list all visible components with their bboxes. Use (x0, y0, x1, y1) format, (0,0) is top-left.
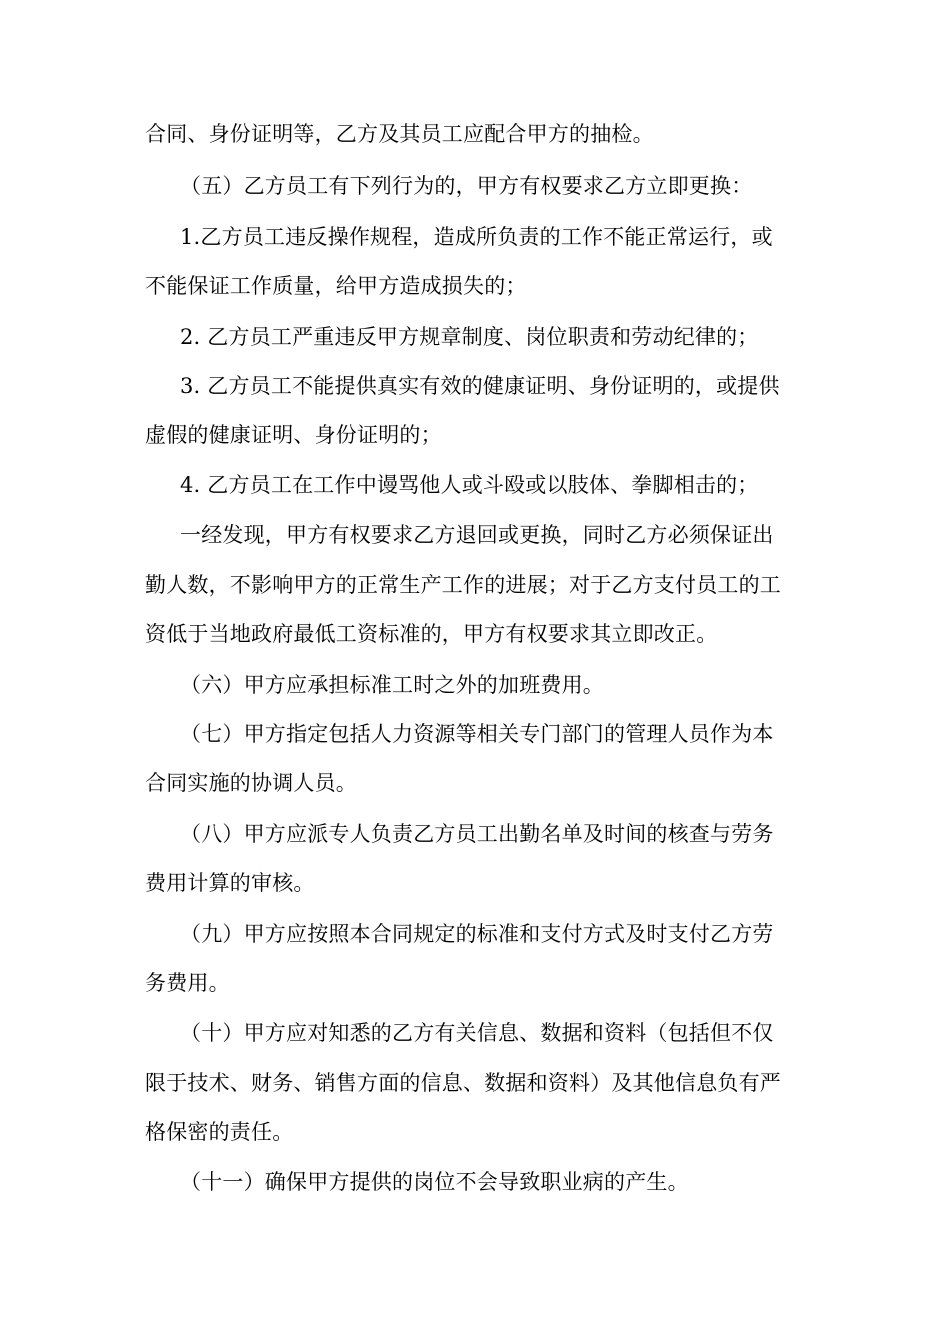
text-line: 合同实施的协调人员。 (145, 771, 357, 795)
text-line: （八）甲方应派专人负责乙方员工出勤名单及时间的核查与劳务 (180, 822, 774, 846)
text-line: 一经发现，甲方有权要求乙方退回或更换，同时乙方必须保证出 (180, 523, 774, 547)
text-line: （十一）确保甲方提供的岗位不会导致职业病的产生。 (180, 1170, 689, 1194)
text-line: 合同、身份证明等，乙方及其员工应配合甲方的抽检。 (145, 122, 654, 146)
text-line: （七）甲方指定包括人力资源等相关专门部门的管理人员作为本 (180, 722, 774, 746)
text-line: （十）甲方应对知悉的乙方有关信息、数据和资料（包括但不仅 (180, 1021, 774, 1045)
text-line: 格保密的责任。 (145, 1120, 294, 1144)
text-line: 勤人数，不影响甲方的正常生产工作的进展；对于乙方支付员工的工 (145, 573, 781, 597)
text-line: （六）甲方应承担标准工时之外的加班费用。 (180, 673, 604, 697)
text-line: 4. 乙方员工在工作中谩骂他人或斗殴或以肢体、拳脚相击的； (180, 473, 759, 497)
text-line: 费用计算的审核。 (145, 871, 315, 895)
text-line: 务费用。 (145, 971, 230, 995)
text-line: 不能保证工作质量，给甲方造成损失的； (145, 274, 527, 298)
text-line: 2. 乙方员工严重违反甲方规章制度、岗位职责和劳动纪律的； (180, 325, 759, 349)
text-line: （五）乙方员工有下列行为的，甲方有权要求乙方立即更换： (180, 174, 753, 198)
text-line: 资低于当地政府最低工资标准的，甲方有权要求其立即改正。 (145, 622, 718, 646)
text-line: 限于技术、财务、销售方面的信息、数据和资料）及其他信息负有严 (145, 1071, 781, 1095)
text-line: 3. 乙方员工不能提供真实有效的健康证明、身份证明的，或提供 (180, 374, 780, 398)
text-line: （九）甲方应按照本合同规定的标准和支付方式及时支付乙方劳 (180, 922, 774, 946)
text-line: 虚假的健康证明、身份证明的； (145, 423, 442, 447)
text-line: 1.乙方员工违反操作规程，造成所负责的工作不能正常运行，或 (180, 225, 773, 249)
